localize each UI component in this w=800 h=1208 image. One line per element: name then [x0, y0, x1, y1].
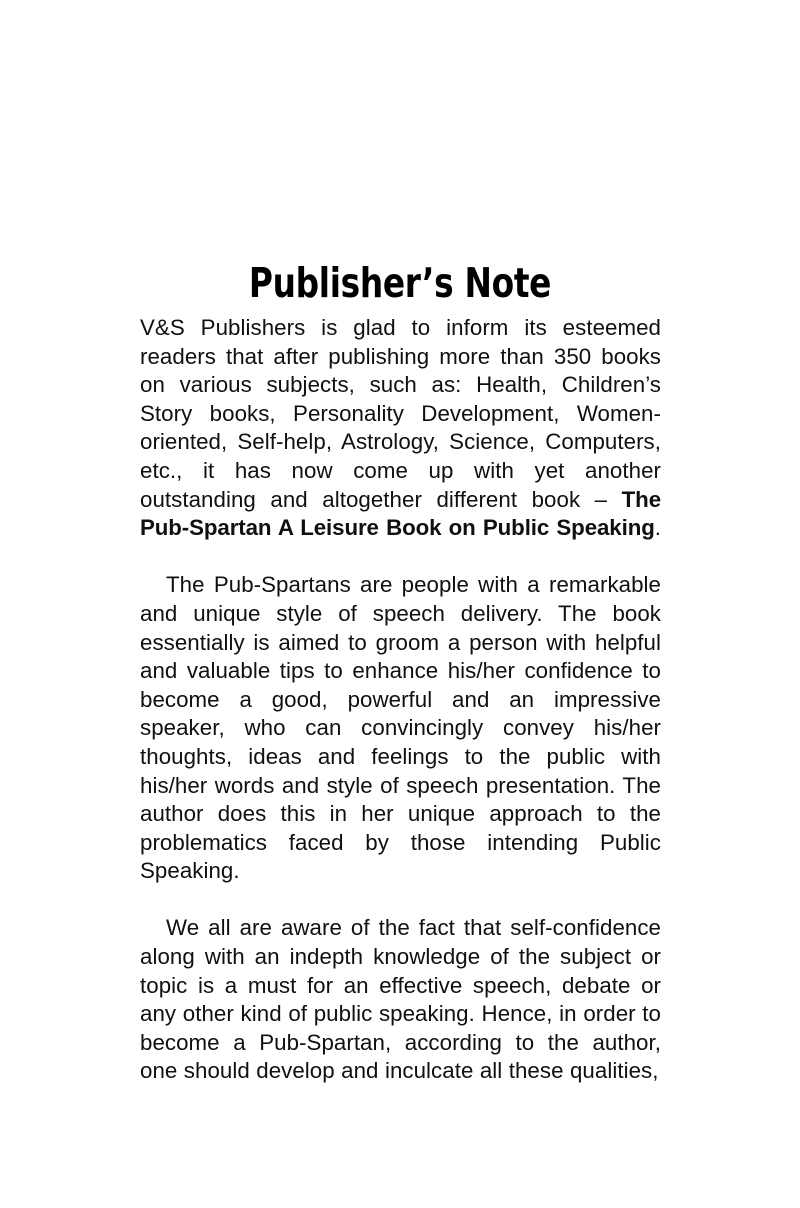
paragraph-3-run-1: We all are aware of the fact that self-confidence along with an indepth knowledge of the subject or topic is a must for an effective speech, debate or any other kind of public speaking. Hence, in order to become a Pub-Spartan, according to the author, one should develop and inculcate all these qualities, — [140, 915, 661, 1084]
paragraph-1-run-1: V&S Publishers is glad to inform its esteemed readers that after publishing more than 350 books on various subjects, such as: Health, Children’s Story books, Personality Development, Women-oriented, Self-help, Astrology, Science, Computers, etc., it has now come up with yet another outstanding and altogether different book – — [140, 315, 661, 512]
book-title-bold: The Pub-Spartan A Leisure Book on Public Speaking — [140, 486, 661, 541]
body-text-block — [140, 314, 661, 1086]
page-title: Publisher’s Note — [248, 259, 552, 308]
paragraph-2-run-1: The Pub-Spartans are people with a remarkable and unique style of speech delivery. The book essentially is aimed to groom a person with helpful and valuable tips to enhance his/her confidence to become a good, powerful and an impressive speaker, who can convincingly convey his/her thoughts, ideas and feelings to the public with his/her words and style of speech presentation. The author does this in her unique approach to the problematics faced by those intending Public Speaking. — [140, 572, 661, 884]
paragraph-1 — [140, 314, 661, 571]
paragraph-2 — [140, 571, 661, 914]
paragraph-1-run-3: . — [654, 515, 661, 541]
paragraph-3 — [140, 914, 661, 1086]
